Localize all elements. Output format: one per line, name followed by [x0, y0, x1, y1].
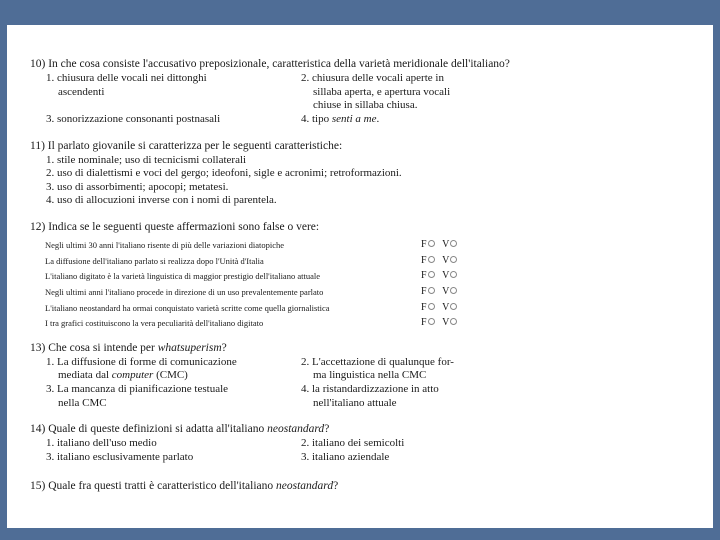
q12-statement-5: L'italiano neostandard ha ormai conquistato varietà scritte come quella giornalistica — [45, 303, 330, 313]
q12-choice-5[interactable]: F V — [421, 302, 457, 313]
q10-option-4: 4. tipo senti a me. — [301, 113, 380, 125]
q13-option-2: 2. L'accettazione di qualunque for- — [301, 356, 454, 368]
q10-option-1: 1. chiusura delle vocali nei dittonghi — [46, 72, 207, 84]
true-radio[interactable] — [450, 271, 457, 278]
q14-option-1: 1. italiano dell'uso medio — [46, 437, 157, 449]
q12-statement-4: Negli ultimi anni l'italiano procede in direzione di un uso prevalentemente parlato — [45, 287, 324, 297]
false-radio[interactable] — [428, 256, 435, 263]
q13-option-3-cont: nella CMC — [58, 397, 107, 409]
q12-choice-4[interactable]: F V — [421, 286, 457, 297]
q12-choice-2[interactable]: F V — [421, 255, 457, 266]
q12-statement-2: La diffusione dell'italiano parlato si realizza dopo l'Unità d'Italia — [45, 256, 264, 266]
q13-option-2-cont: ma linguistica nella CMC — [313, 369, 427, 381]
false-radio[interactable] — [428, 303, 435, 310]
q11-option-2: 2. uso di dialettismi e voci del gergo; ideofoni, sigle e acronimi; retroformazioni. — [46, 167, 402, 179]
question-10-title: 10) In che cosa consiste l'accusativo preposizionale, caratteristica della varietà meridionale dell'italiano? — [30, 58, 510, 70]
q11-option-1: 1. stile nominale; uso di tecnicismi collaterali — [46, 154, 247, 166]
q13-option-1-cont: mediata dal computer (CMC) — [58, 369, 188, 381]
q13-option-1: 1. La diffusione di forme di comunicazione — [46, 356, 237, 368]
false-radio[interactable] — [428, 318, 435, 325]
q12-choice-6[interactable]: F V — [421, 317, 457, 328]
q10-option-3: 3. sonorizzazione consonanti postnasali — [46, 113, 221, 125]
question-15-title: 15) Quale fra questi tratti è caratteristico dell'italiano neostandard? — [30, 480, 339, 492]
question-11-title: 11) Il parlato giovanile si caratterizza per le seguenti caratteristiche: — [30, 140, 343, 152]
question-13-title: 13) Che cosa si intende per whatsuperism? — [30, 342, 227, 354]
true-radio[interactable] — [450, 287, 457, 294]
q12-statement-1: Negli ultimi 30 anni l'italiano risente di più delle variazioni diatopiche — [45, 240, 284, 250]
q14-option-4: 3. italiano aziendale — [301, 451, 390, 463]
true-radio[interactable] — [450, 256, 457, 263]
false-radio[interactable] — [428, 240, 435, 247]
q10-option-2-cont2: chiuse in sillaba chiusa. — [313, 99, 418, 111]
q13-option-4-cont: nell'italiano attuale — [313, 397, 397, 409]
true-radio[interactable] — [450, 240, 457, 247]
q11-option-3: 3. uso di assorbimenti; apocopi; metatesi. — [46, 181, 229, 193]
q12-choice-1[interactable]: F V — [421, 239, 457, 250]
q12-choice-3[interactable]: F V — [421, 270, 457, 281]
q10-option-2-cont: sillaba aperta, e apertura vocali — [313, 86, 451, 98]
q12-statement-3: L'italiano digitato è la varietà linguistica di maggior prestigio dell'italiano attuale — [45, 271, 320, 281]
q10-option-2: 2. chiusura delle vocali aperte in — [301, 72, 444, 84]
true-radio[interactable] — [450, 318, 457, 325]
false-radio[interactable] — [428, 287, 435, 294]
q14-option-3: 3. italiano esclusivamente parlato — [46, 451, 194, 463]
q12-statement-6: I tra grafici costituiscono la vera peculiarità dell'italiano digitato — [45, 318, 264, 328]
q13-option-4: 4. la ristandardizzazione in atto — [301, 383, 439, 395]
q13-option-3: 3. La mancanza di pianificazione testuale — [46, 383, 229, 395]
q14-option-2: 2. italiano dei semicolti — [301, 437, 405, 449]
question-14-title: 14) Quale di queste definizioni si adatta all'italiano neostandard? — [30, 423, 330, 435]
q11-option-4: 4. uso di allocuzioni inverse con i nomi di parentela. — [46, 194, 277, 206]
true-radio[interactable] — [450, 303, 457, 310]
question-12-title: 12) Indica se le seguenti queste affermazioni sono false o vere: — [30, 221, 320, 233]
q10-option-1-cont: ascendenti — [58, 86, 105, 98]
false-radio[interactable] — [428, 271, 435, 278]
